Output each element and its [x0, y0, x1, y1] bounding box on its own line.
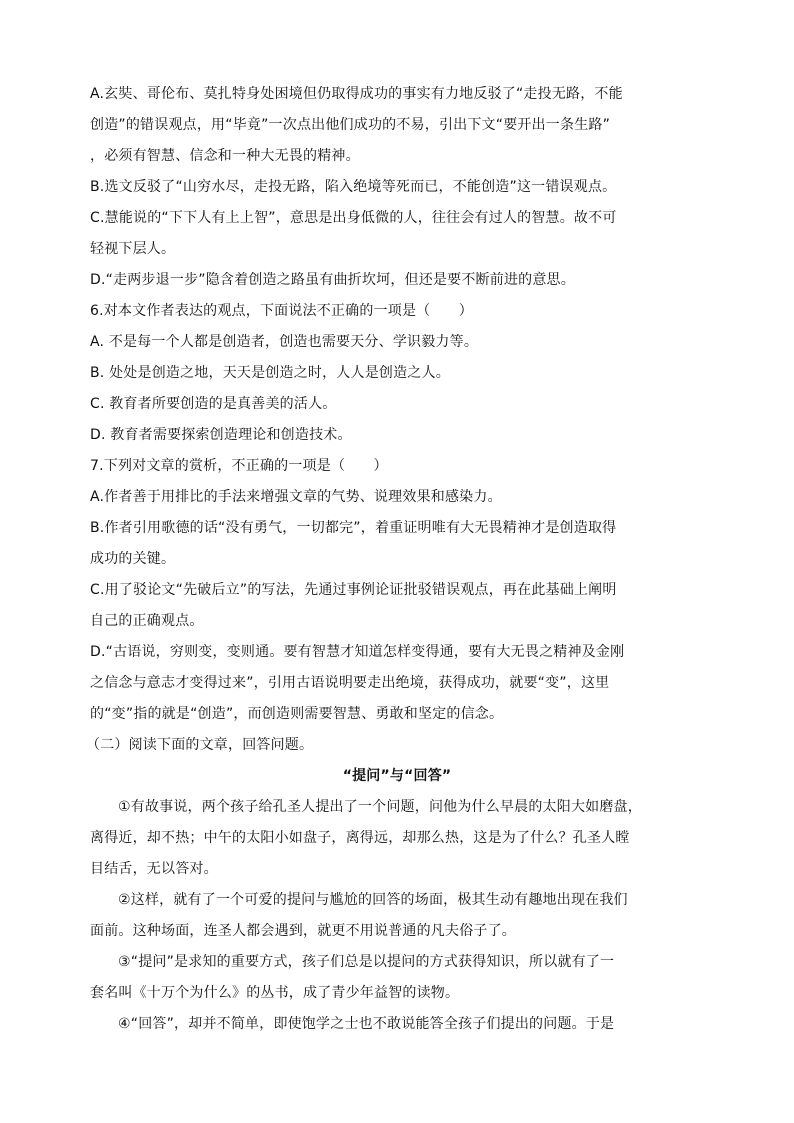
text-line: D.“走两步退一步”隐含着创造之路虽有曲折坎坷，但还是要不断前进的意思。 [90, 272, 575, 288]
text-line: ①有故事说，两个孩子给孔圣人提出了一个问题，问他为什么早晨的太阳大如磨盘， [118, 799, 642, 815]
text-line: 创造”的错误观点，用“毕竟”一次点出他们成功的不易，引出下文“要开出一条生路” [90, 117, 611, 133]
option-d: D. 教育者需要探索创造理论和创造技术。 [90, 427, 352, 443]
option-b: B.作者引用歌德的话“没有勇气，一切都完”，着重证明唯有大无畏精神才是创造取得 [90, 520, 617, 536]
text-line: A.玄奘、哥伦布、莫扎特身处困境但仍取得成功的事实有力地反驳了“走投无路，不能 [90, 86, 623, 102]
q5-option-b [90, 172, 704, 203]
option-d: D.“古语说，穷则变，变则通。要有智慧才知道怎样变得通，要有大无畏之精神及金刚 [90, 644, 625, 660]
document-page [86, 79, 704, 1040]
text-line: 离得近，却不热；中午的太阳小如盘子，离得远，却那么热，这是为了什么？孔圣人瞠 [90, 830, 630, 846]
text-line: 轻视下层人。 [90, 241, 176, 257]
paragraph-4 [90, 1009, 704, 1040]
paragraph-2 [90, 885, 704, 947]
option-d: 的“变”指的就是“创造”，而创造则需要智慧、勇敢和坚定的信念。 [90, 706, 504, 722]
option-c: 自己的正确观点。 [90, 613, 204, 629]
option-c: C.用了驳论文“先破后立”的写法，先通过事例论证批驳错误观点，再在此基础上阐明 [90, 582, 617, 598]
option-b: 成功的关键。 [90, 551, 176, 567]
text-line: ②这样，就有了一个可爱的提问与尴尬的回答的场面，极其生动有趣地出现在我们 [118, 892, 628, 908]
section-2 [86, 730, 704, 1040]
section-heading: （二）阅读下面的文章，回答问题。 [86, 737, 314, 753]
paragraph-1 [90, 792, 704, 885]
option-a: A.作者善于用排比的手法来增强文章的气势、说理效果和感染力。 [90, 489, 502, 505]
option-c: C. 教育者所要创造的是真善美的活人。 [90, 396, 337, 412]
q5-option-d [90, 265, 704, 296]
paragraph-3 [90, 947, 704, 1009]
q5-option-a [90, 79, 704, 172]
text-line: C.慧能说的“下下人有上上智”，意思是出身低微的人，往往会有过人的智慧。故不可 [90, 210, 617, 226]
text-line: 目结舌，无以答对。 [90, 861, 218, 877]
text-line: 面前。这种场面，连圣人都会遇到，就更不用说普通的凡夫俗子了。 [90, 923, 516, 939]
question-stem: 7.下列对文章的赏析，不正确的一项是（ ） [90, 458, 388, 474]
text-line: B.选文反驳了“山穷水尽，走投无路，陷入绝境等死而已，不能创造”这一错误观点。 [90, 179, 617, 195]
article-title: “提问”与“回答” [342, 768, 452, 784]
question-7 [90, 451, 704, 730]
text-line: ④“回答”，却并不简单，即使饱学之士也不敢说能答全孩子们提出的问题。于是 [118, 1016, 615, 1032]
text-line: 套名叫《十万个为什么》的丛书，成了青少年益智的读物。 [90, 985, 460, 1001]
option-d: 之信念与意志才变得过来”，引用古语说明要走出绝境，获得成功，就要“变”，这里 [90, 675, 610, 691]
option-b: B. 处处是创造之地，天天是创造之时，人人是创造之人。 [90, 365, 450, 381]
q5-option-c [90, 203, 704, 265]
text-line: ，必须有智慧、信念和一种大无畏的精神。 [90, 148, 360, 164]
question-6 [90, 296, 704, 451]
question-stem: 6.对本文作者表达的观点，下面说法不正确的一项是（ ） [90, 303, 473, 319]
text-line: ③“提问”是求知的重要方式，孩子们总是以提问的方式获得知识，所以就有了一 [118, 954, 615, 970]
option-a: A. 不是每一个人都是创造者，创造也需要天分、学识毅力等。 [90, 334, 479, 350]
